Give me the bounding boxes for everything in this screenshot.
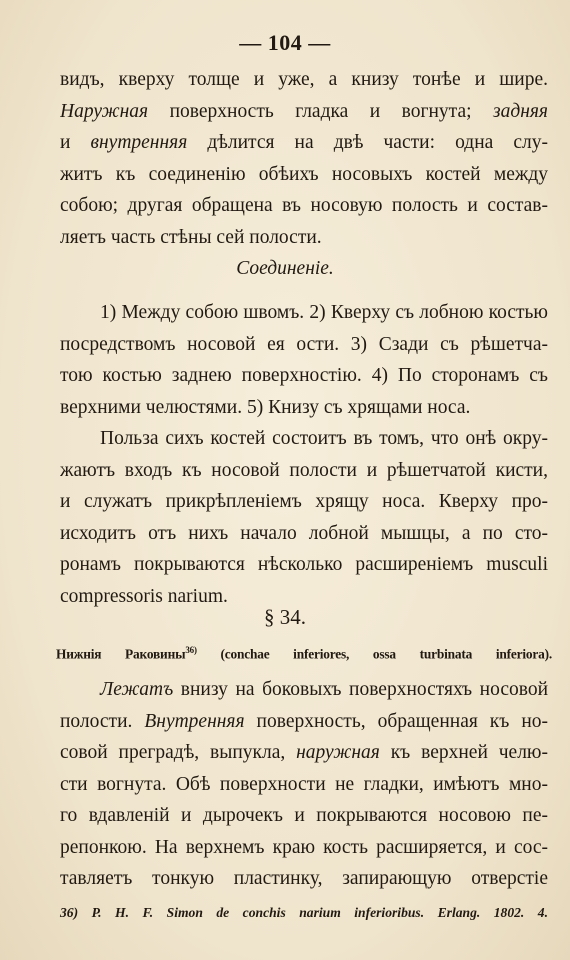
text-line: ляетъ часть стѣны сей полости. (60, 226, 322, 248)
text-line: верхними челюстями. 5) Книзу съ хрящами носа. (60, 396, 471, 418)
text-line: жаютъ входъ къ носовой полости и рѣшетчатой кисти, (60, 459, 548, 481)
subtitle-latin: (conchae inferiores, ossa turbinata inferiora). (220, 646, 552, 662)
paragraph-3 (60, 423, 548, 612)
paragraph-4 (60, 674, 548, 895)
text-line: сти вогнута. Обѣ поверхности не гладки, имѣютъ мно- (60, 773, 548, 795)
text-line: и внутренняя дѣлится на двѣ части: одна слу- (60, 132, 548, 153)
text-line: Польза сихъ костей состоитъ въ томъ, что онѣ окру- (100, 428, 548, 449)
text-line: 1) Между собою швомъ. 2) Кверху съ лобною костью (100, 302, 548, 323)
section-subtitle (56, 645, 552, 662)
text-line: тою костью заднею поверхностiю. 4) По сторонамъ съ (60, 365, 548, 386)
text-line: тавляетъ тонкую пластинку, запирающую отверстiе (60, 868, 548, 889)
page-number: — 104 — (239, 30, 331, 55)
text-line: Лежатъ внизу на боковыхъ поверхностяхъ носовой (100, 679, 548, 700)
text-line: го вдавленiй и дырочекъ и покрываются носовою пе- (60, 805, 548, 826)
paragraph-2 (60, 297, 548, 423)
text-line: собою; другая обращена въ носовую полость и состав- (60, 195, 548, 216)
text-line: и служатъ прикрѣпленiемъ хрящу носа. Кверху про- (60, 491, 548, 512)
section-heading: Соединенie. (236, 258, 334, 279)
text-line: полости. Внутренняя поверхность, обращенная къ но- (60, 710, 548, 732)
text-line: ронамъ покрываются нѣсколько расширенiемъ musculi (60, 554, 548, 575)
footnote-ref: 36) (185, 645, 197, 655)
text-line: исходитъ отъ нихъ начало лобной мышцы, а по сто- (60, 522, 548, 544)
footnote: 36) P. H. F. Simon de conchis narium inferioribus. Erlang. 1802. 4. (60, 905, 548, 920)
text-line: житъ къ соединенiю обѣихъ носовыхъ костей между (60, 163, 548, 185)
text-line: совой преградѣ, выпукла, наружная къ верхней челю- (60, 742, 548, 763)
section-number: § 34. (264, 605, 306, 629)
text-line: Наружная поверхность гладка и вогнута; задняя (60, 100, 548, 122)
text-line: видъ, кверху толще и уже, а книзу тонѣе и шире. (60, 69, 548, 90)
text-line: compressoris narium. (60, 585, 228, 607)
text-line: посредствомъ носовой ея ости. 3) Сзади съ рѣшетча- (60, 333, 548, 355)
subtitle-main: Нижнiя Раковины (56, 646, 186, 662)
paragraph-1 (60, 64, 548, 253)
text-line: репонкою. На верхнемъ краю кость расширяется, и сос- (60, 836, 548, 858)
